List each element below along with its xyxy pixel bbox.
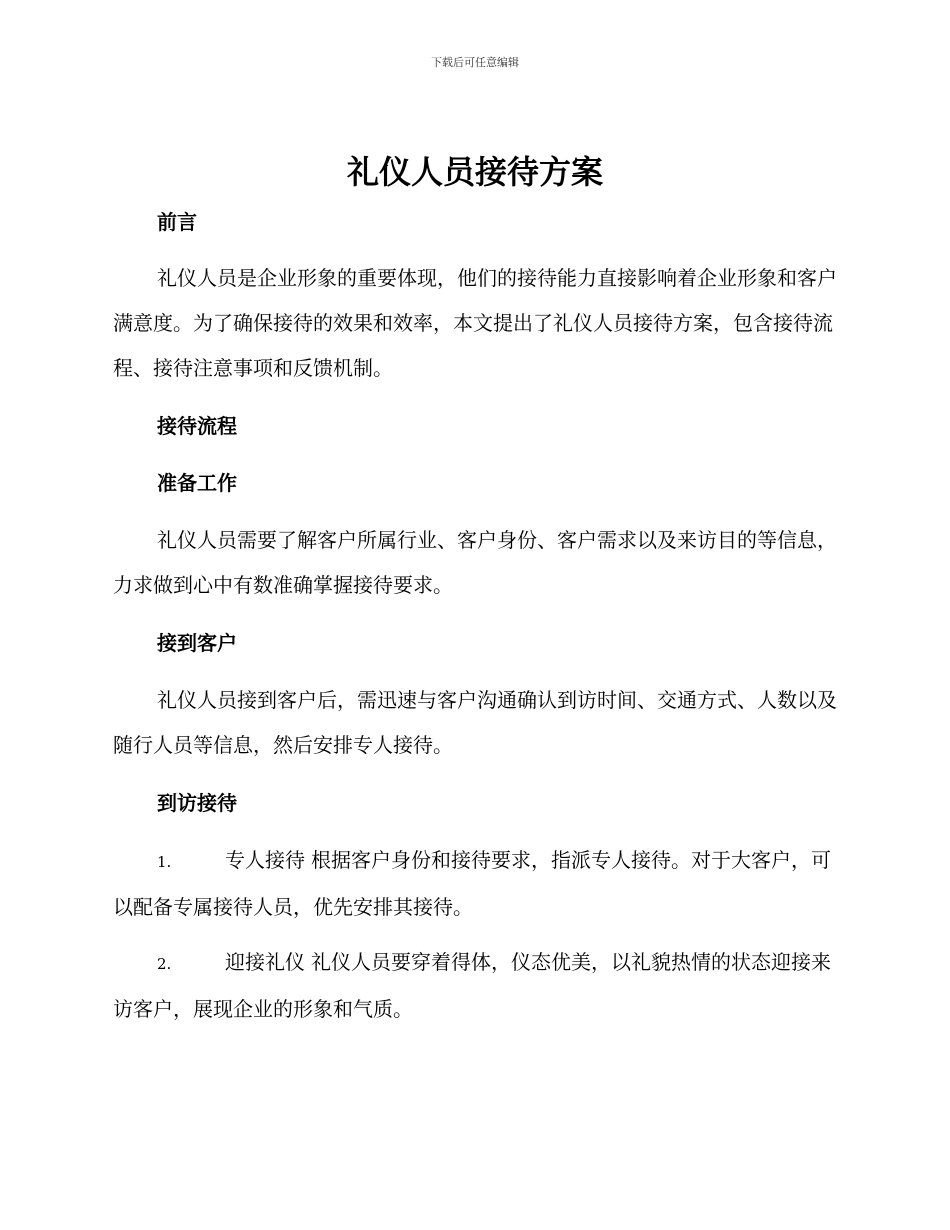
subsection-heading-receive: 接到客户 [157,631,237,655]
list-item [113,940,843,1032]
paragraph-prep: 礼仪人员需要了解客户所属行业、客户身份、客户需求以及来访目的等信息，力求做到心中有数准确掌握接待要求。 [113,528,837,597]
section-heading-process: 接待流程 [157,414,237,438]
paragraph-receive: 礼仪人员接到客户后，需迅速与客户沟通确认到访时间、交通方式、人数以及随行人员等信息，然后安排专人接待。 [113,688,837,757]
document-title: 礼仪人员接待方案 [346,153,603,191]
list-item-term: 专人接待 [225,848,305,872]
list-item-number: 2. [157,955,172,973]
list-item [113,838,843,930]
subsection-heading-prep: 准备工作 [157,471,237,495]
list-item-text: 礼仪人员要穿着得体，仪态优美，以礼貌热情的状态迎接来访客户，展现企业的形象和气质。 [113,950,831,1021]
subsection-heading-visit: 到访接待 [157,791,237,815]
list-item-number: 1. [157,853,172,871]
paragraph-preface: 礼仪人员是企业形象的重要体现，他们的接待能力直接影响着企业形象和客户满意度。为了确保接待的效果和效率，本文提出了礼仪人员接待方案，包含接待流程、接待注意事项和反馈机制。 [113,266,837,380]
section-heading-preface: 前言 [157,210,197,234]
list-item-term: 迎接礼仪 [225,950,305,974]
list-item-text: 根据客户身份和接待要求，指派专人接待。对于大客户，可以配备专属接待人员，优先安排其接待。 [113,848,831,919]
page-header-note: 下载后可任意编辑 [431,56,519,69]
